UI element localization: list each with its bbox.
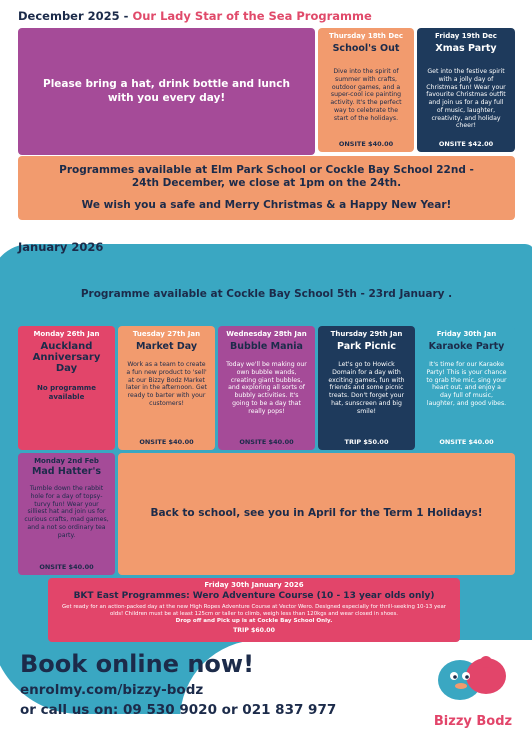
- card-schools-out: [318, 28, 414, 152]
- card-day: Tuesday 27th Jan: [132, 330, 201, 338]
- card-mad-hatters: [18, 453, 115, 575]
- card-price: ONSITE $40.00: [338, 140, 394, 148]
- january-availability-text: Programme available at Cockle Bay School 5th - 23rd January .: [80, 288, 453, 301]
- card-description: Tumble down the rabbit hole for a day of topsy-turvy fun! Wear your silliest hat and join us for curious crafts, mad games, and a not so ordinary tea party.: [24, 485, 109, 539]
- december-notice-box: [18, 28, 315, 155]
- january-heading: January 2026: [18, 240, 104, 254]
- card-day: Thursday 18th Dec: [328, 32, 404, 40]
- card-description: Today we'll be making our own bubble wands, creating giant bubbles, and exploring all sorts of bubbly activities. It's going to be a day that really pops!: [226, 361, 307, 415]
- january-availability: [18, 280, 515, 310]
- december-banner-line1: Programmes available at Elm Park School or Cockle Bay School 22nd - 24th December, we close at 1pm on the 24th.: [59, 163, 474, 190]
- card-auckland-anniversary: [18, 326, 115, 450]
- december-notice-text: Please bring a hat, drink bottle and lunch with you every day!: [43, 77, 290, 104]
- back-to-school-text: Back to school, see you in April for the Term 1 Holidays!: [150, 507, 483, 520]
- card-karaoke-party: [418, 326, 515, 450]
- bkt-price: TRIP $60.00: [233, 626, 275, 634]
- card-description: Dive into the spirit of summer with crafts, outdoor games, and a super-cool ice painting activity. It's the perfect way to celebrate the start of the holidays.: [330, 68, 402, 122]
- card-description: Get into the festive spirit with a jolly day of Christmas fun! Wear your favourite Christmas outfit and join us for a day full of music, laughter, creativity, and holiday cheer!: [426, 68, 506, 130]
- card-day: Thursday 29th Jan: [330, 330, 403, 338]
- bkt-note: Drop off and Pick up is at Cockle Bay School Only.: [175, 617, 333, 624]
- bkt-day: Friday 30th January 2026: [204, 581, 304, 589]
- card-price: ONSITE $40.00: [39, 563, 94, 571]
- card-description: Let's go to Howick Domain for a day with exciting games, fun with friends and some picnic treats. Don't forget your hat, sunscreen and big smile!: [328, 361, 405, 415]
- bkt-description: Get ready for an action-packed day at the new High Ropes Adventure Course at Vector Wero. Designed especially for thrill-seeking 10-13 year olds! Children must be at least 125cm or taller to climb, weigh less than 120kgs and wear closed in shoes.: [62, 604, 446, 617]
- card-market-day: [118, 326, 215, 450]
- contact-phone: or call us on: 09 530 9020 or 021 837 977: [20, 702, 337, 718]
- card-day: Friday 30th Jan: [436, 330, 497, 338]
- card-day: Wednesday 28th Jan: [226, 330, 307, 338]
- card-title: Park Picnic: [337, 341, 396, 352]
- back-to-school-box: [118, 453, 515, 575]
- card-price: ONSITE $42.00: [438, 140, 494, 148]
- card-price: ONSITE $40.00: [439, 438, 494, 446]
- booking-url-link[interactable]: enrolmy.com/bizzy-bodz: [20, 682, 204, 698]
- bizzy-bodz-mascot-icon: [428, 652, 518, 708]
- card-xmas-party: [417, 28, 515, 152]
- card-price: ONSITE $40.00: [139, 438, 194, 446]
- card-title: School's Out: [332, 43, 400, 54]
- bkt-programme-box: [48, 578, 460, 642]
- bkt-title: BKT East Programmes: Wero Adventure Course (10 - 13 year olds only): [73, 591, 435, 601]
- card-day: Friday 19th Dec: [435, 32, 497, 40]
- card-title: Mad Hatter's: [31, 466, 102, 477]
- december-heading-title: Our Lady Star of the Sea Programme: [132, 9, 372, 23]
- brand-name: Bizzy Bodz: [433, 714, 513, 729]
- card-title: Market Day: [135, 341, 198, 352]
- december-heading: [18, 9, 372, 23]
- card-title: Bubble Mania: [230, 341, 303, 352]
- card-title: Karaoke Party: [428, 341, 505, 352]
- december-banner-line2: We wish you a safe and Merry Christmas & a Happy New Year!: [81, 198, 452, 211]
- card-park-picnic: [318, 326, 415, 450]
- card-description: Work as a team to create a fun new product to 'sell' at our Bizzy Bodz Market later in the afternoon. Get ready to barter with your customers!: [126, 361, 207, 407]
- card-bubble-mania: [218, 326, 315, 450]
- card-title: Xmas Party: [435, 43, 497, 54]
- card-price: TRIP $50.00: [344, 438, 389, 446]
- card-day: Monday 2nd Feb: [34, 457, 99, 465]
- card-description: It's time for our Karaoke Party! This is your chance to grab the mic, sing your heart out, and enjoy a day full of music, laughter, and good vibes.: [426, 361, 507, 407]
- december-heading-prefix: December 2025 -: [18, 9, 133, 23]
- card-title: Auckland Anniversary Day: [32, 341, 101, 374]
- book-online-heading: Book online now!: [20, 650, 255, 678]
- card-price: ONSITE $40.00: [239, 438, 294, 446]
- bizzy-bodz-logo: [428, 652, 518, 732]
- card-day: Monday 26th Jan: [33, 330, 100, 338]
- card-description: No programme available: [37, 384, 96, 401]
- december-banner: [18, 156, 515, 220]
